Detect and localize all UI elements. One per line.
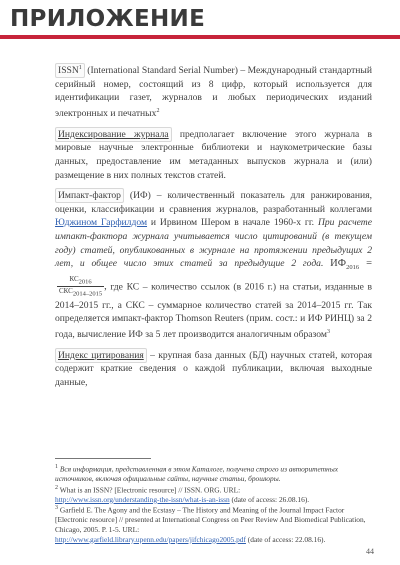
footnote-separator	[55, 458, 151, 459]
main-text	[55, 62, 372, 396]
footnote-2-link-line: http://www.issn.org/understanding-the-issn/what-is-an-issn (date of access: 26.08.16).	[55, 494, 310, 504]
indexing-term: Индексирование журнала	[55, 127, 172, 142]
impact-term: Импакт-фактор	[55, 188, 124, 203]
impact-formula: $ИФ_{2016}$ = $\frac{КС_{2016}}{СКС_{2014-2015}}$ ,	[59, 258, 372, 298]
header-stripe	[0, 35, 400, 39]
page-number: 44	[366, 547, 374, 556]
indexing-paragraph: Индексирование журнала предполагает включение этого журнала в мировые научные электронные библиотеки и наукометрические базы данных, предоставление им метаданных выпусков журнала и (или) размещение в них полных текстов статей.	[55, 128, 372, 181]
footnote-3-link-line: http://www.garfield.library.upenn.edu/papers/jifchicago2005.pdf (date of access: 22.08.16).	[55, 534, 326, 544]
footnote-3: $^3$ Garfield E. The Agony and the Ecstasy – The History and Meaning of the Journal Impact Factor [Electronic resource] // presented at International Congress on Peer Review And Biomedical Publication, Chicago, 2005. P. 1-5. URL:	[55, 505, 366, 534]
footnotes	[55, 463, 372, 544]
page-title: ПРИЛОЖЕНИЕ	[10, 6, 206, 32]
issn-link[interactable]: http://www.issn.org/understanding-the-issn/what-is-an-issn	[55, 494, 230, 504]
header-bar	[0, 0, 400, 56]
impact-paragraph: Импакт-фактор (ИФ) – количественный показатель для ранжирования, оценки, классификации и сравнения журналов, разработанный коллегами Юджином Гарфилдом и Ирвином Шером в начале 1960-х гг. При расчете импакт-фактора журнала учитывается число цитирований (в текущем году) статей, опубликованных в журнале на протяжении предыдущих 2 лет, и общее число этих статей за предыдущие 2 года. $ИФ_{2016}$ = $\frac{КС_{2016}}{СКС_{2014-2015}}$ , где КС – количество ссылок (в 2016 г.) на статьи, изданные в 2014–2015 гг., а СКС – суммарное количество статей за 2014–2015 гг. Так определяется импакт-фактор Thomson Reuters (прим. сост.: и ИФ РИНЦ) за 2 года, вычисление ИФ за 5 лет производится аналогичным образом$^3$	[55, 190, 372, 340]
issn-term: ISSN$^1$	[55, 63, 85, 78]
citation-index-paragraph: Индекс цитирования – крупная база данных (БД) научных статей, которая содержит краткие сведения о каждой публикации, включая выходные данные,	[55, 349, 372, 388]
footnote-2: $^2$ What is an ISSN? [Electronic resource] // ISSN. ORG. URL:	[55, 484, 241, 495]
issn-paragraph: ISSN$^1$ (International Standard Serial Number) – Международный стандартный серийный номер, состоящий из 8 цифр, который используется для идентификации газет, журналов и любых периодических изданий электронных и печатных$^2$	[55, 65, 372, 120]
garfield-link[interactable]: Юджином Гарфилдом	[55, 217, 148, 229]
citation-index-term: Индекс цитирования	[55, 348, 147, 363]
garfield-paper-link[interactable]: http://www.garfield.library.upenn.edu/papers/jifchicago2005.pdf	[55, 534, 246, 544]
footnote-1: $^1$ Вся информация, представленная в этом Каталоге, получена строго из авторитетных источников, включая официальные сайты, научные статьи, брошюры.	[55, 464, 338, 484]
